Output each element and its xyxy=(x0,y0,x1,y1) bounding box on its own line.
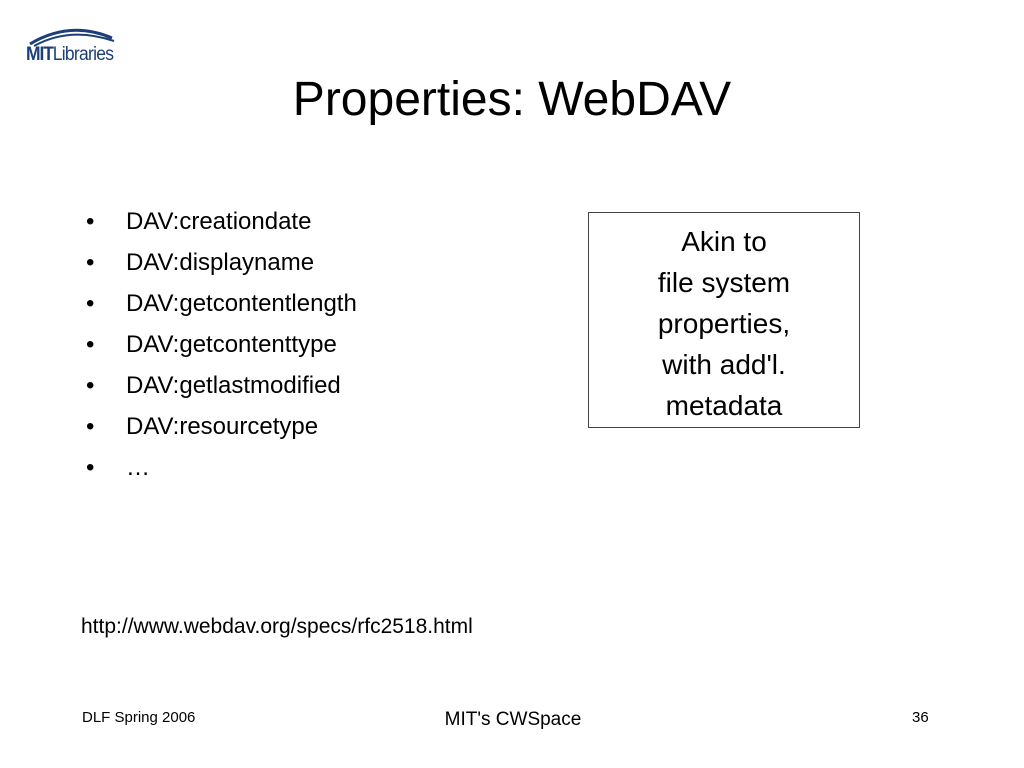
bullet-item xyxy=(86,201,357,242)
bullet-text: DAV:getlastmodified xyxy=(126,372,341,399)
note-line: file system xyxy=(657,267,791,298)
bullet-text: DAV:displayname xyxy=(126,249,315,276)
bullet-marker: • xyxy=(86,413,95,440)
bullet-item xyxy=(86,447,357,488)
note-line: Akin to xyxy=(681,226,767,257)
note-line: with add'l. xyxy=(662,349,786,380)
bullet-item xyxy=(86,242,357,283)
slide-title: Properties: WebDAV xyxy=(292,73,732,126)
bullet-item xyxy=(86,406,357,447)
bullet-item xyxy=(86,283,357,324)
footer-event: DLF Spring 2006 xyxy=(82,709,196,726)
bullet-text: … xyxy=(126,454,150,481)
bullet-text: DAV:creationdate xyxy=(126,208,312,235)
bullet-marker: • xyxy=(86,372,95,399)
mit-libraries-logo xyxy=(24,22,120,68)
note-line: metadata xyxy=(665,390,783,421)
logo-wordmark xyxy=(26,44,113,66)
bullet-text: DAV:resourcetype xyxy=(126,413,319,440)
bullet-item xyxy=(86,324,357,365)
reference-url: http://www.webdav.org/specs/rfc2518.html xyxy=(81,615,473,638)
logo-libraries-text: Libraries xyxy=(52,44,114,65)
bullet-marker: • xyxy=(86,290,95,317)
note-box xyxy=(588,212,860,428)
bullet-marker: • xyxy=(86,454,95,481)
note-line: properties, xyxy=(657,308,791,339)
bullet-list xyxy=(86,201,357,488)
bullet-text: DAV:getcontenttype xyxy=(126,331,337,358)
bullet-marker: • xyxy=(86,208,95,235)
bullet-text: DAV:getcontentlength xyxy=(126,290,357,317)
bullet-marker: • xyxy=(86,249,95,276)
page-number: 36 xyxy=(912,709,929,726)
bullet-marker: • xyxy=(86,331,95,358)
footer-title: MIT's CWSpace xyxy=(444,709,582,730)
logo-mit-text: MIT xyxy=(26,44,53,65)
bullet-item xyxy=(86,365,357,406)
